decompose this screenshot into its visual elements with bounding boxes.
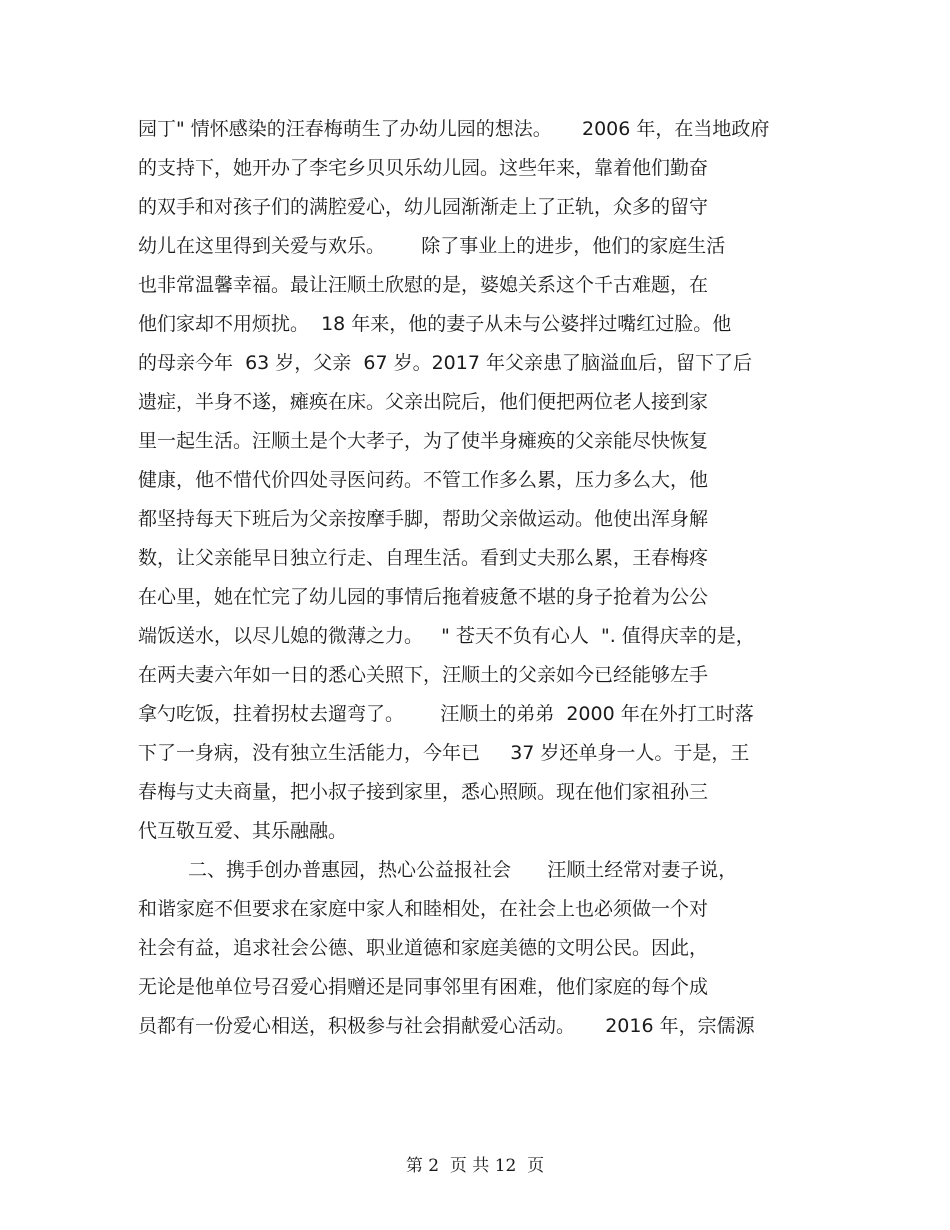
text-line: 健康，他不惜代价四处寻医问药。不管工作多么累，压力多么大，他 — [138, 469, 709, 491]
text-line: 端饭送水，以尽儿媳的微薄之力。 " 苍天不负有心人 ". 值得庆幸的是， — [138, 625, 755, 647]
section-heading-line: 二、携手创办普惠园，热心公益报社会 汪顺土经常对妻子说， — [188, 859, 738, 881]
text-line: 的母亲今年 63 岁，父亲 67 岁。2017 年父亲患了脑溢血后，留下了后 — [138, 352, 752, 374]
text-line: 也非常温馨幸福。最让汪顺土欣慰的是，婆媳关系这个千古难题，在 — [138, 274, 709, 296]
text-line: 遗症，半身不遂，瘫痪在床。父亲出院后，他们便把两位老人接到家 — [138, 391, 709, 413]
text-line: 拿勺吃饭，拄着拐杖去遛弯了。 汪顺土的弟弟 2000 年在外打工时落 — [138, 703, 754, 725]
text-line: 在心里，她在忙完了幼儿园的事情后拖着疲惫不堪的身子抢着为公公 — [138, 586, 709, 608]
text-line: 代互敬互爱、其乐融融。 — [138, 820, 348, 842]
text-line: 在两夫妻六年如一日的悉心关照下，汪顺土的父亲如今已经能够左手 — [138, 664, 709, 686]
text-line: 春梅与丈夫商量，把小叔子接到家里，悉心照顾。现在他们家祖孙三 — [138, 781, 709, 803]
text-line: 无论是他单位号召爱心捐赠还是同事邻里有困难，他们家庭的每个成 — [138, 976, 709, 998]
text-line: 幼儿在这里得到关爱与欢乐。 除了事业上的进步，他们的家庭生活 — [138, 235, 726, 257]
text-line: 都坚持每天下班后为父亲按摩手脚，帮助父亲做运动。他使出浑身解 — [138, 508, 709, 530]
text-line: 的支持下，她开办了李宅乡贝贝乐幼儿园。这些年来，靠着他们勤奋 — [138, 157, 709, 179]
text-line: 数，让父亲能早日独立行走、自理生活。看到丈夫那么累，王春梅疼 — [138, 547, 709, 569]
text-line: 园丁" 情怀感染的汪春梅萌生了办幼儿园的想法。 2006 年，在当地政府 — [138, 118, 770, 140]
text-line: 他们家却不用烦扰。 18 年来，他的妻子从未与公婆拌过嘴红过脸。他 — [138, 313, 732, 335]
text-line: 员都有一份爱心相送，积极参与社会捐献爱心活动。 2016 年，宗儒源 — [138, 1015, 755, 1037]
page-number-footer: 第 2 页 共 12 页 — [405, 1156, 545, 1176]
text-line: 里一起生活。汪顺土是个大孝子，为了使半身瘫痪的父亲能尽快恢复 — [138, 430, 709, 452]
text-line: 的双手和对孩子们的满腔爱心，幼儿园渐渐走上了正轨，众多的留守 — [138, 196, 709, 218]
text-line: 社会有益，追求社会公德、职业道德和家庭美德的文明公民。因此， — [138, 937, 709, 959]
text-line: 和谐家庭不但要求在家庭中家人和睦相处，在社会上也必须做一个对 — [138, 898, 709, 920]
body-text — [138, 110, 818, 1046]
text-line: 下了一身病，没有独立生活能力，今年已 37 岁还单身一人。于是，王 — [138, 742, 750, 764]
